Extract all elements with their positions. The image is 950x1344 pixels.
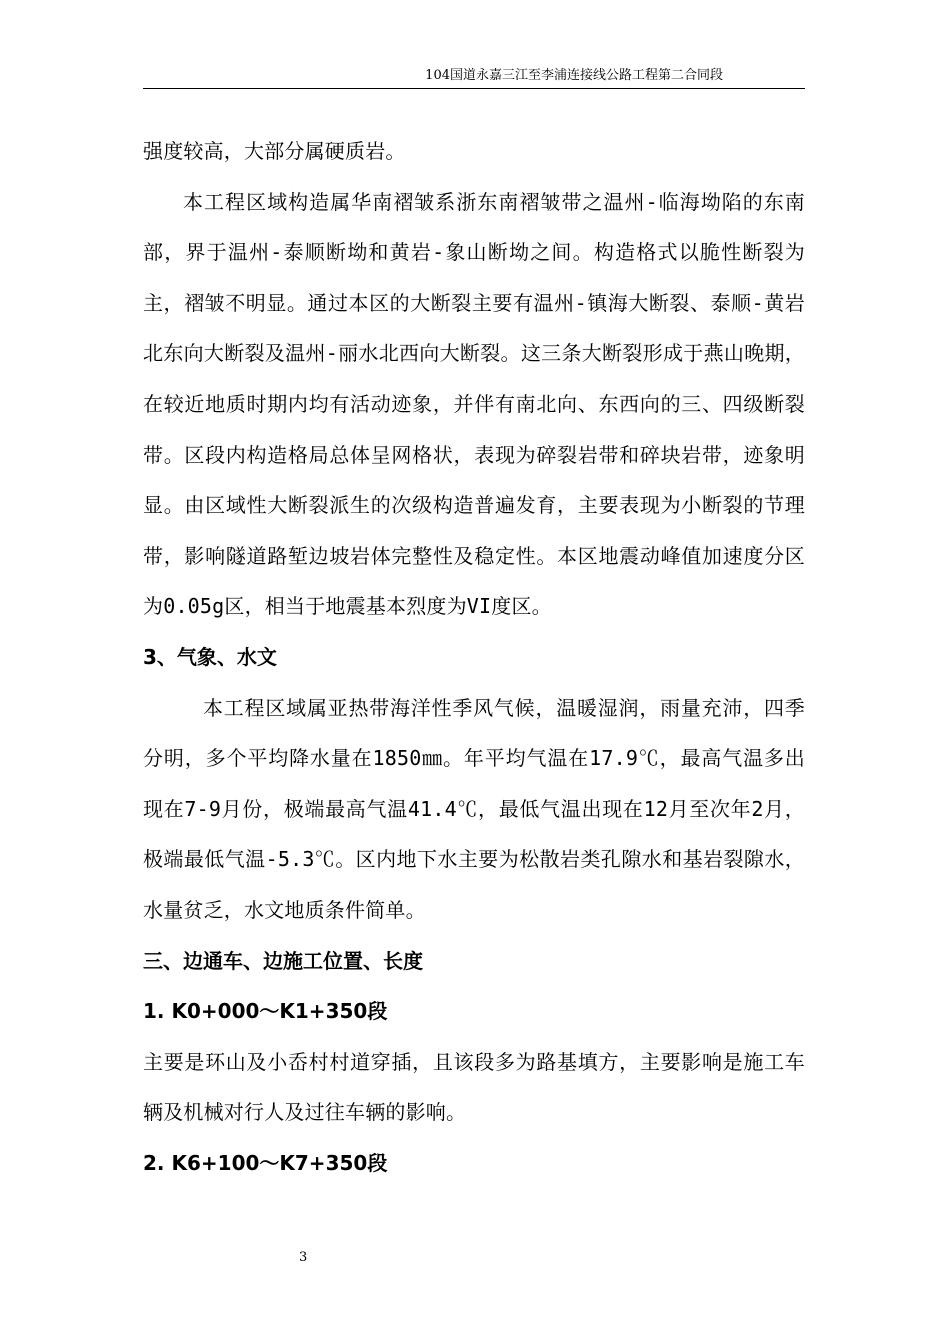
paragraph-rock-strength: 强度较高，大部分属硬质岩。 — [143, 139, 406, 163]
heading-section-2: 2. K6+100～K7+350段 — [143, 1150, 388, 1175]
paragraph-geologic-structure: 本工程区域构造属华南褶皱系浙东南褶皱带之温州-临海坳陷的东南部，界于温州-泰顺断坳和黄岩-象山断坳之间。构造格式以脆性断裂为主，褶皱不明显。通过本区的大断裂主要有温州-镇海大断裂、泰顺-黄岩北东向大断裂及温州-丽水北西向大断裂。这三条大断裂形成于燕山晚期，在较近地质时期内均有活动迹象，并伴有南北向、东西向的三、四级断裂带。区段内构造格局总体呈网格状，表现为碎裂岩带和碎块岩带，迹象明显。由区域性大断裂派生的次级构造普遍发育，主要表现为小断裂的节理带，影响隧道路堑边坡岩体完整性及稳定性。本区地震动峰值加速度分区为0.05g区，相当于地震基本烈度为VI度区。 — [143, 189, 805, 619]
paragraph-climate: 本工程区域属亚热带海洋性季风气候，温暖湿润，雨量充沛，四季分明，多个平均降水量在1850㎜。年平均气温在17.9℃，最高气温多出现在7-9月份，极端最高气温41.4℃，最低气温出现在12月至次年2月，极端最低气温-5.3℃。区内地下水主要为松散岩类孔隙水和基岩裂隙水，水量贫乏，水文地质条件简单。 — [143, 695, 805, 922]
heading-traffic-construction: 三、边通车、边施工位置、长度 — [143, 948, 423, 973]
page-header — [143, 66, 805, 89]
heading-climate-hydrology: 3、气象、水文 — [143, 644, 277, 669]
heading-section-1: 1. K0+000～K1+350段 — [143, 999, 388, 1024]
header-title: 104国道永嘉三江至李浦连接线公路工程第二合同段 — [425, 68, 723, 83]
page-number: 3 — [299, 1250, 308, 1265]
document-body — [143, 126, 805, 1188]
paragraph-section-1: 主要是环山及小岙村村道穿插，且该段多为路基填方，主要影响是施工车辆及机械对行人及过往车辆的影响。 — [143, 1049, 805, 1125]
